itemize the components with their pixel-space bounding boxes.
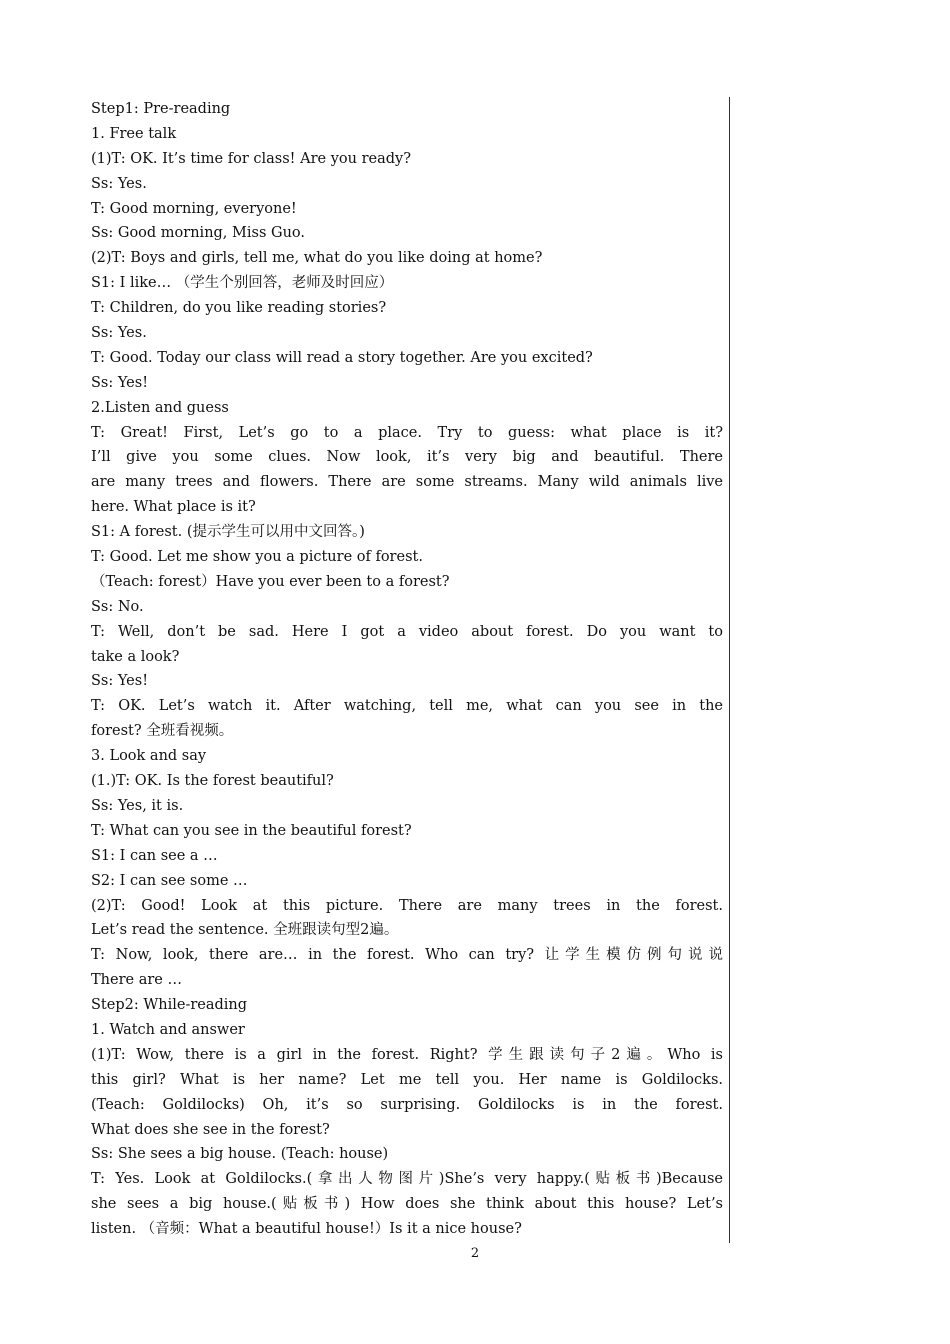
text-line: Ss: Yes. bbox=[91, 325, 147, 342]
text-line: 1. Free talk bbox=[91, 125, 177, 142]
text-line: T: Good morning, everyone! bbox=[91, 200, 297, 217]
page-number: 2 bbox=[470, 1246, 480, 1261]
text-line: are many trees and flowers. There are some streams. Many wild animals live bbox=[91, 474, 723, 491]
text-line: 1. Watch and answer bbox=[91, 1021, 245, 1038]
text-line: forest? 全班看视频。 bbox=[91, 723, 234, 740]
text-line: Ss: Yes. bbox=[91, 175, 147, 192]
text-line: (Teach: Goldilocks) Oh, it’s so surprising. Goldilocks is in the forest. bbox=[91, 1096, 723, 1113]
text-line: T: Great! First, Let’s go to a place. Try to guess: what place is it? bbox=[91, 424, 723, 441]
text-line: Ss: No. bbox=[91, 598, 144, 615]
text-line: (2)T: Good! Look at this picture. There are many trees in the forest. bbox=[91, 897, 723, 914]
text-line: （Teach: forest）Have you ever been to a forest? bbox=[91, 573, 450, 590]
text-line: S2: I can see some … bbox=[91, 872, 248, 889]
text-line: I’ll give you some clues. Now look, it’s very big and beautiful. There bbox=[91, 449, 723, 466]
text-line: T: Well, don’t be sad. Here I got a video about forest. Do you want to bbox=[91, 623, 723, 640]
text-line: Let’s read the sentence. 全班跟读句型2遍。 bbox=[91, 922, 399, 939]
text-line: Ss: Good morning, Miss Guo. bbox=[91, 225, 306, 242]
text-line: listen. （音频：What a beautiful house!）Is it a nice house? bbox=[91, 1221, 522, 1238]
text-line: Step2: While-reading bbox=[91, 997, 248, 1014]
text-line: Ss: Yes! bbox=[91, 374, 149, 391]
text-line: Ss: Yes, it is. bbox=[91, 797, 184, 814]
text-line: she sees a big house.(贴板书) How does she think about this house? Let’s bbox=[91, 1196, 723, 1213]
text-line: Ss: She sees a big house. (Teach: house) bbox=[91, 1146, 389, 1163]
lesson-plan-text bbox=[91, 97, 723, 1242]
text-line: There are … bbox=[91, 972, 182, 989]
text-line: T: Yes. Look at Goldilocks.(拿出人物图片)She’s very happy.(贴板书)Because bbox=[91, 1171, 723, 1188]
text-line: T: OK. Let’s watch it. After watching, tell me, what can you see in the bbox=[91, 698, 723, 715]
text-line: S1: I can see a … bbox=[91, 847, 218, 864]
text-line: here. What place is it? bbox=[91, 499, 256, 516]
text-line: 2.Listen and guess bbox=[91, 399, 229, 416]
text-line: T: Good. Today our class will read a story together. Are you excited? bbox=[91, 349, 593, 366]
text-line: (1.)T: OK. Is the forest beautiful? bbox=[91, 773, 334, 790]
table-right-border bbox=[729, 97, 730, 1243]
text-line: 3. Look and say bbox=[91, 748, 207, 765]
text-line: (1)T: Wow, there is a girl in the forest. Right? 学生跟读句子2遍。Who is bbox=[91, 1046, 723, 1063]
text-line: T: Now, look, there are… in the forest. Who can try? 让学生模仿例句说说 bbox=[91, 947, 723, 964]
text-line: T: Good. Let me show you a picture of forest. bbox=[91, 549, 423, 566]
text-line: What does she see in the forest? bbox=[91, 1121, 330, 1138]
text-line: (1)T: OK. It’s time for class! Are you ready? bbox=[91, 150, 411, 167]
text-line: (2)T: Boys and girls, tell me, what do you like doing at home? bbox=[91, 250, 543, 267]
text-line: S1: I like… （学生个别回答，老师及时回应） bbox=[91, 275, 394, 292]
text-line: take a look? bbox=[91, 648, 180, 665]
text-line: S1: A forest. (提示学生可以用中文回答。) bbox=[91, 524, 365, 541]
text-line: T: Children, do you like reading stories? bbox=[91, 300, 387, 317]
text-line: Ss: Yes! bbox=[91, 673, 149, 690]
text-line: this girl? What is her name? Let me tell you. Her name is Goldilocks. bbox=[91, 1071, 723, 1088]
text-line: T: What can you see in the beautiful forest? bbox=[91, 822, 412, 839]
text-line: Step1: Pre-reading bbox=[91, 101, 231, 117]
